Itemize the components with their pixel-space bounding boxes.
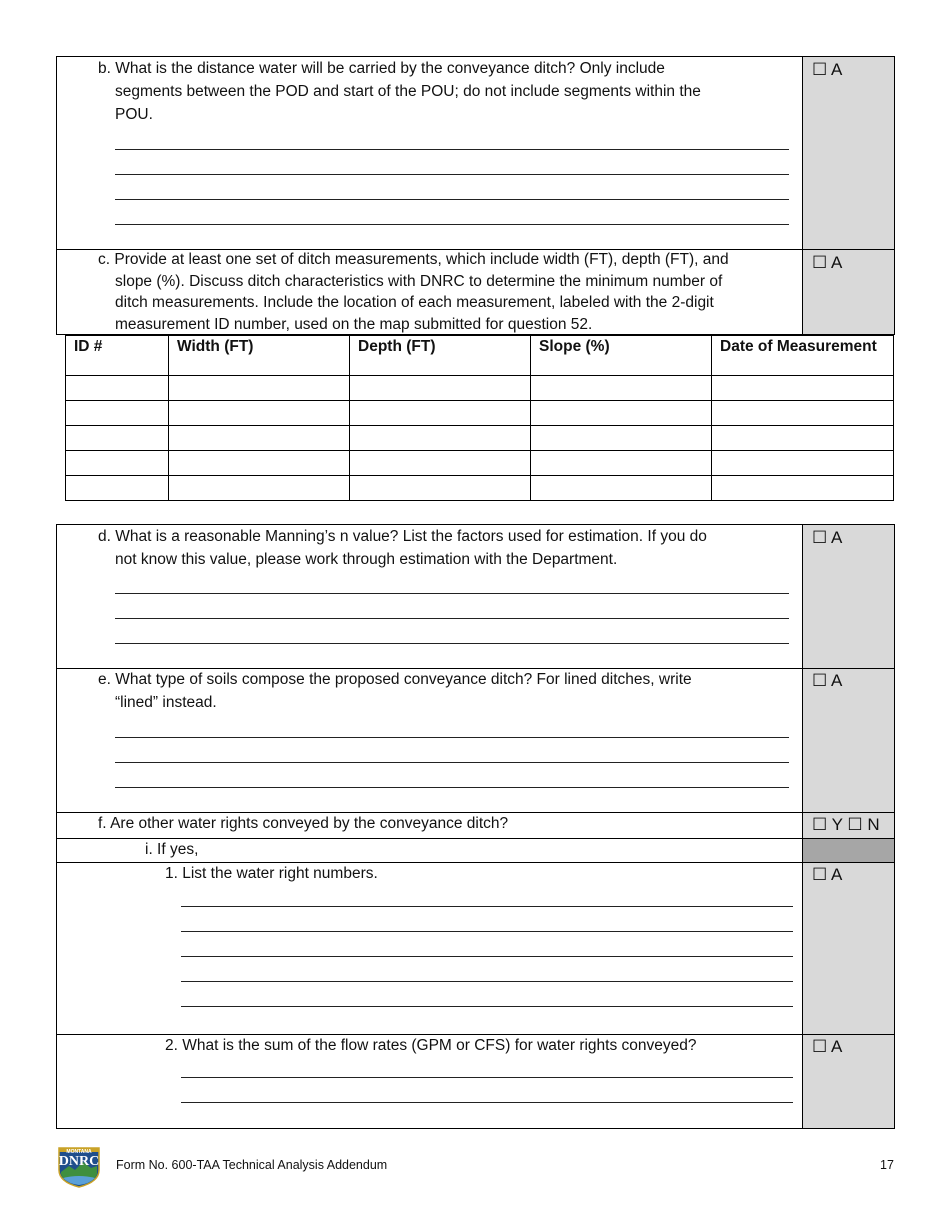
question-f-checkbox[interactable]: ☐ Y ☐ N [812,815,880,834]
table-cell[interactable] [169,376,350,401]
header-id: ID # [66,336,169,376]
question-c-text: c. Provide at least one set of ditch measurements, which include width (FT), depth (FT), and slope (%). Discuss ditch characteristics with DNRC to determine the minimum number of ditch measurements. Include the location of each measurement, labeled with the 2-digit measurement ID number, used on the map submitted for question 52. [98,251,729,333]
table-cell[interactable] [66,426,169,451]
header-depth: Depth (FT) [350,336,531,376]
form-label: Form No. 600-TAA Technical Analysis Addendum [116,1158,388,1172]
answer-line[interactable] [181,1077,793,1078]
header-date: Date of Measurement [712,336,894,376]
table-header-row [66,336,894,376]
question-f-item1-text: 1. List the water right numbers. [165,865,378,882]
table-row [66,426,894,451]
answer-line[interactable] [115,618,789,619]
answer-line[interactable] [115,737,789,738]
logo-text: DNRC [58,1154,100,1169]
table-cell[interactable] [66,376,169,401]
table-cell[interactable] [66,451,169,476]
answer-line[interactable] [181,931,793,932]
table-cell[interactable] [66,401,169,426]
table-row [66,476,894,501]
question-f-item2-checkbox[interactable]: ☐ A [812,1037,843,1056]
ditch-measurement-table [65,335,894,501]
header-slope: Slope (%) [531,336,712,376]
table-cell[interactable] [350,476,531,501]
table-cell[interactable] [169,476,350,501]
question-f-sub-i: i. If yes, [145,841,199,858]
table-row [66,451,894,476]
table-cell[interactable] [169,426,350,451]
answer-line[interactable] [115,787,789,788]
table-cell[interactable] [712,476,894,501]
table-cell[interactable] [712,401,894,426]
question-b-text: b. What is the distance water will be carried by the conveyance ditch? Only include segments between the POD and start of the POU; do not include segments within the POU. [98,60,701,123]
table-cell[interactable] [66,476,169,501]
table-cell[interactable] [531,476,712,501]
table-cell[interactable] [350,426,531,451]
question-d-checkbox[interactable]: ☐ A [812,528,843,547]
table-cell[interactable] [712,426,894,451]
table-cell[interactable] [350,376,531,401]
question-d-text: d. What is a reasonable Manning’s n value? List the factors used for estimation. If you do not know this value, please work through estimation with the Department. [98,528,707,568]
question-e-text: e. What type of soils compose the proposed conveyance ditch? For lined ditches, write “lined” instead. [98,671,692,711]
question-block-def [56,524,895,1129]
question-f-item2-text: 2. What is the sum of the flow rates (GPM or CFS) for water rights conveyed? [165,1037,697,1054]
question-e-checkbox[interactable]: ☐ A [812,671,843,690]
dnrc-logo [55,1144,103,1188]
table-cell[interactable] [712,376,894,401]
answer-line[interactable] [181,1102,793,1103]
answer-line[interactable] [115,593,789,594]
table-cell[interactable] [350,451,531,476]
table-cell[interactable] [350,401,531,426]
table-cell[interactable] [169,401,350,426]
answer-line[interactable] [115,149,789,150]
answer-line[interactable] [181,906,793,907]
header-width: Width (FT) [169,336,350,376]
answer-line[interactable] [115,762,789,763]
question-b-checkbox[interactable]: ☐ A [812,60,843,79]
table-cell[interactable] [531,376,712,401]
table-row [66,401,894,426]
answer-line[interactable] [181,981,793,982]
table-cell[interactable] [531,426,712,451]
table-cell[interactable] [169,451,350,476]
page-number: 17 [880,1158,894,1172]
answer-line[interactable] [115,199,789,200]
table-row [66,376,894,401]
answer-column-dark [802,839,894,863]
table-cell[interactable] [531,401,712,426]
answer-line[interactable] [115,224,789,225]
question-f-text: f. Are other water rights conveyed by the conveyance ditch? [98,815,509,832]
answer-line[interactable] [181,1006,793,1007]
question-f-item1-checkbox[interactable]: ☐ A [812,865,843,884]
question-c-checkbox[interactable]: ☐ A [812,253,843,272]
table-cell[interactable] [531,451,712,476]
answer-line[interactable] [115,174,789,175]
table-cell[interactable] [712,451,894,476]
answer-line[interactable] [181,956,793,957]
logo-top-text: MONTANA [66,1149,92,1155]
question-block-bc [56,56,895,335]
answer-column [802,57,894,334]
answer-line[interactable] [115,643,789,644]
